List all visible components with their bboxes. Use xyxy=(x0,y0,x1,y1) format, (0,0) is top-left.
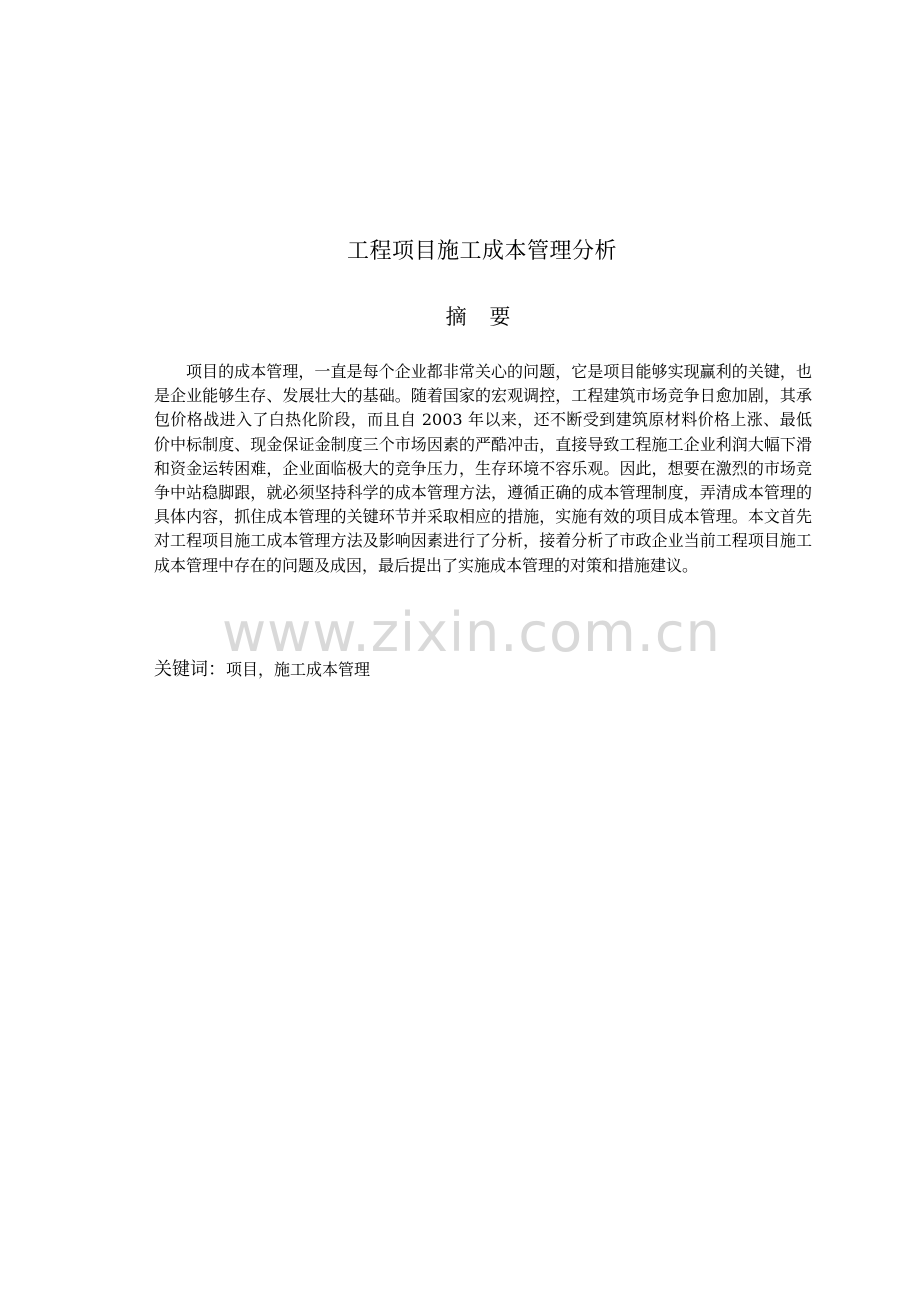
watermark-text: www.zixin.com.cn xyxy=(222,601,721,664)
keywords-label: 关键词： xyxy=(154,659,226,680)
keywords-line xyxy=(154,656,812,684)
abstract-paragraph: 项目的成本管理，一直是每个企业都非常关心的问题，它是项目能够实现赢利的关键，也是企业能够生存、发展壮大的基础。随着国家的宏观调控，工程建筑市场竞争日愈加剧，其承包价格战进入了白热化阶段，而且自 2003 年以来，还不断受到建筑原材料价格上涨、最低价中标制度、现金保证金制度三个市场因素的严酷冲击，直接导致工程施工企业利润大幅下滑和资金运转困难，企业面临极大的竞争压力，生存环境不容乐观。因此，想要在激烈的市场竞争中站稳脚跟，就必须坚持科学的成本管理方法，遵循正确的成本管理制度，弄清成本管理的具体内容，抓住成本管理的关键环节并采取相应的措施，实施有效的项目成本管理。本文首先对工程项目施工成本管理方法及影响因素进行了分析，接着分析了市政企业当前工程项目施工成本管理中存在的问题及成因，最后提出了实施成本管理的对策和措施建议。 xyxy=(154,362,812,575)
abstract-heading: 摘 要 xyxy=(445,305,519,329)
keywords-value: 项目，施工成本管理 xyxy=(226,660,371,679)
document-title: 工程项目施工成本管理分析 xyxy=(346,239,617,264)
